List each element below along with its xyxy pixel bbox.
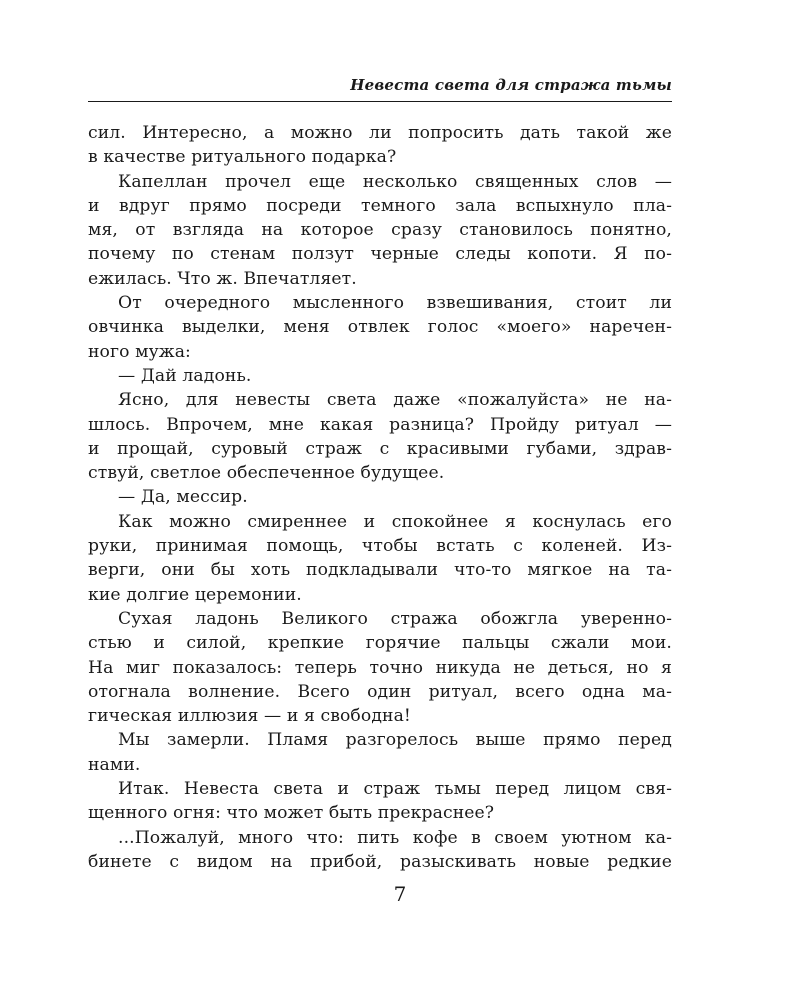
- text-line: кие долгие церемонии.: [88, 584, 302, 605]
- text-line: почему по стенам ползут черные следы копоти. Я по-: [88, 244, 672, 265]
- text-line: ствуй, светлое обеспеченное будущее.: [88, 463, 445, 484]
- text-line: щенного огня: что может быть прекраснее?: [88, 803, 495, 824]
- text-line: Как можно смиреннее и спокойнее я коснулась его: [118, 511, 672, 532]
- text-line: овчинка выделки, меня отвлек голос «моего» наречен-: [88, 317, 672, 338]
- text-line: шлось. Впрочем, мне какая разница? Пройду ритуал —: [88, 414, 672, 435]
- text-line: бинете с видом на прибой, разыскивать новые редкие: [88, 851, 672, 872]
- text-line: стью и силой, крепкие горячие пальцы сжали мои.: [88, 633, 672, 654]
- text-line: верги, они бы хоть подкладывали что-то мягкое на та-: [88, 560, 672, 581]
- text-line: От очередного мысленного взвешивания, стоит ли: [118, 293, 672, 314]
- text-line: ежилась. Что ж. Впечатляет.: [88, 268, 357, 289]
- text-line: отогнала волнение. Всего один ритуал, всего одна ма-: [88, 681, 672, 702]
- text-line: ного мужа:: [88, 341, 191, 362]
- text-line: Капеллан прочел еще несколько священных слов —: [118, 171, 672, 192]
- page-number: 7: [393, 882, 407, 906]
- text-line: и вдруг прямо посреди темного зала вспыхнуло пла-: [88, 195, 672, 216]
- body-text: [88, 121, 672, 874]
- text-line: мя, от взгляда на которое сразу становилось понятно,: [88, 220, 672, 241]
- text-line: — Да, мессир.: [118, 487, 248, 508]
- text-line: Итак. Невеста света и страж тьмы перед лицом свя-: [118, 779, 672, 800]
- text-line: сил. Интересно, а можно ли попросить дать такой же: [88, 123, 672, 143]
- text-line: нами.: [88, 754, 141, 775]
- text-line: Ясно, для невесты света даже «пожалуйста» не на-: [118, 390, 672, 411]
- header-rule: [88, 101, 672, 102]
- text-line: в качестве ритуального подарка?: [88, 147, 397, 168]
- text-line: гическая иллюзия — и я свободна!: [88, 706, 411, 727]
- text-line: и прощай, суровый страж с красивыми губами, здрав-: [88, 438, 672, 459]
- text-line: На миг показалось: теперь точно никуда не деться, но я: [88, 657, 672, 678]
- text-line: руки, принимая помощь, чтобы встать с коленей. Из-: [88, 536, 672, 557]
- text-line: ...Пожалуй, много что: пить кофе в своем уютном ка-: [118, 827, 672, 848]
- text-line: Сухая ладонь Великого стража обожгла уверенно-: [118, 608, 672, 629]
- text-line: — Дай ладонь.: [118, 365, 252, 386]
- text-line: Мы замерли. Пламя разгорелось выше прямо перед: [118, 730, 672, 751]
- running-header-title: Невеста света для стража тьмы: [350, 76, 672, 94]
